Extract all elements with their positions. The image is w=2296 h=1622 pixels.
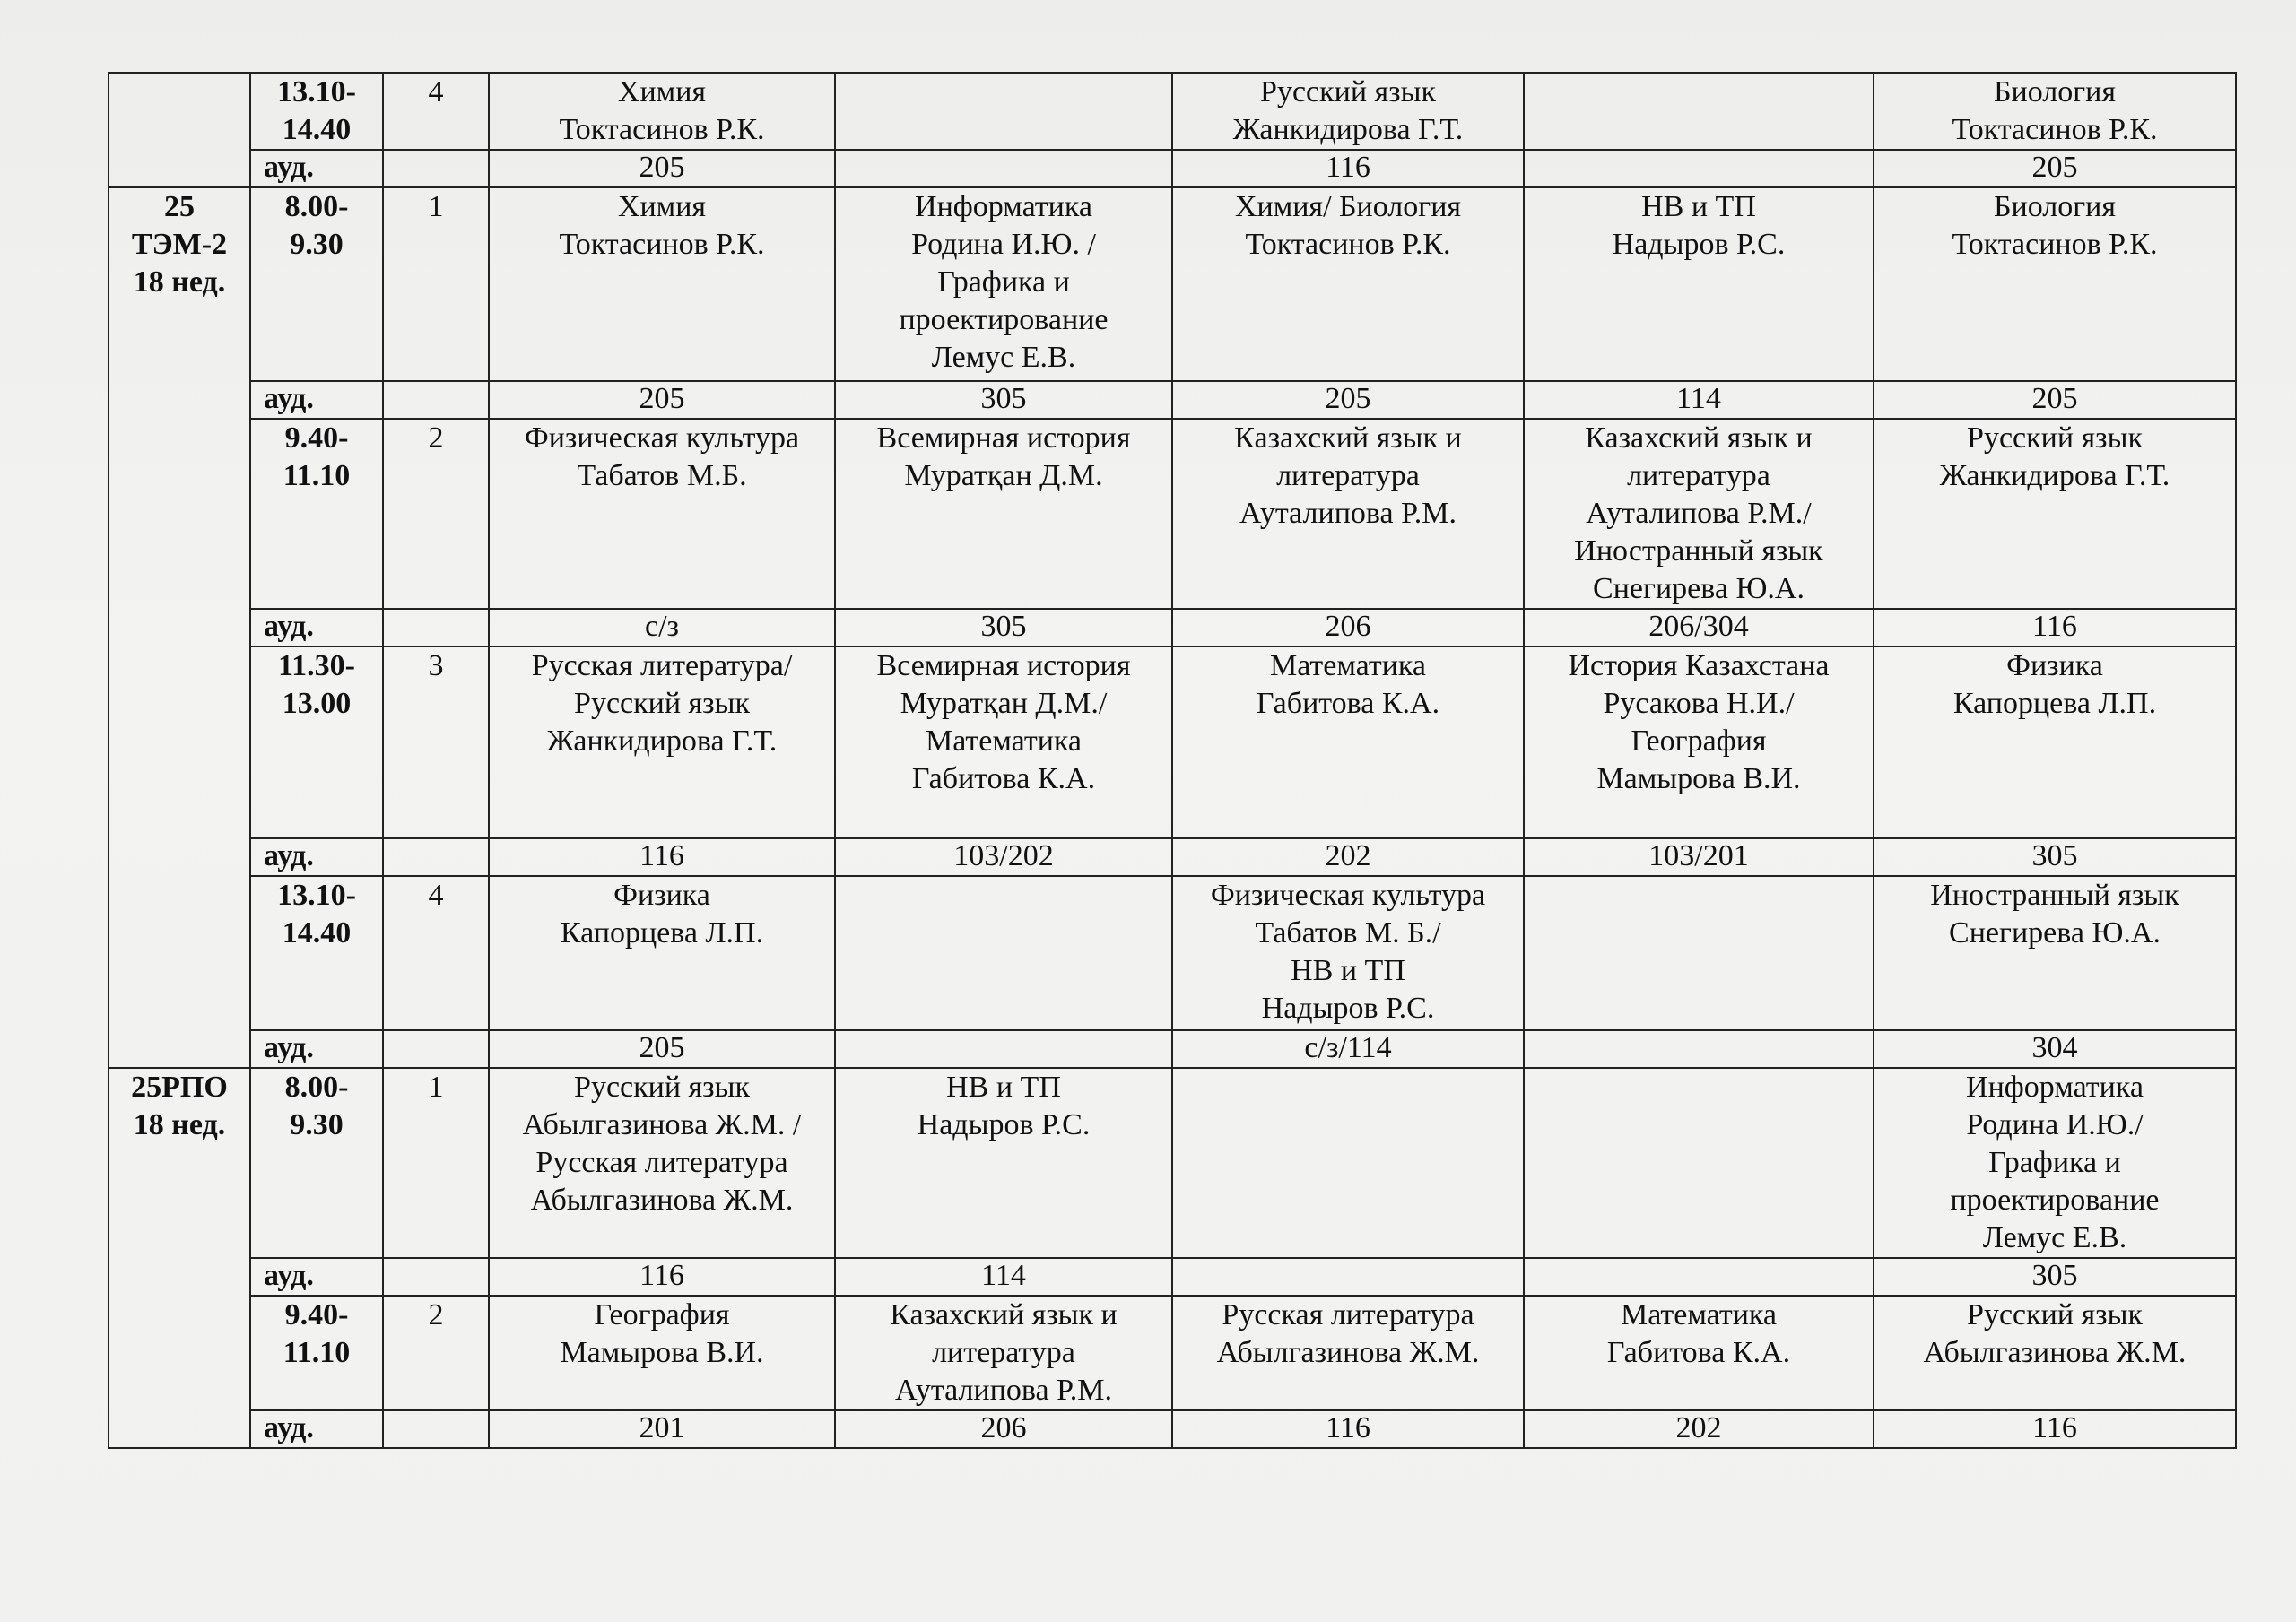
room-number: с/з — [489, 609, 835, 646]
room-label: ауд. — [250, 1258, 383, 1296]
lesson-cell: Русская литература Абылгазинова Ж.М. — [1172, 1296, 1524, 1410]
lesson-cell: Информатика Родина И.Ю. / Графика и проектирование Лемус Е.В. — [835, 187, 1172, 381]
room-row — [109, 381, 2236, 419]
time-cell: 13.10- 14.40 — [250, 876, 383, 1030]
room-label: ауд. — [250, 1030, 383, 1068]
room-row — [109, 609, 2236, 646]
room-number — [835, 1030, 1172, 1068]
lesson-number: 1 — [383, 1068, 489, 1258]
room-number: 103/202 — [835, 838, 1172, 876]
lesson-row — [109, 187, 2236, 381]
lesson-cell: Биология Токтасинов Р.К. — [1874, 187, 2236, 381]
room-number: 116 — [1172, 150, 1524, 187]
lesson-cell: Казахский язык и литература Ауталипова Р.М. — [1172, 419, 1524, 609]
room-number — [1524, 150, 1874, 187]
lesson-cell — [1524, 73, 1874, 150]
lesson-cell: Математика Габитова К.А. — [1172, 646, 1524, 838]
room-number: 116 — [1874, 1410, 2236, 1448]
room-blank — [383, 1030, 489, 1068]
room-number: 205 — [1874, 381, 2236, 419]
room-number: 206/304 — [1524, 609, 1874, 646]
room-number: 202 — [1524, 1410, 1874, 1448]
room-number: 305 — [835, 609, 1172, 646]
time-cell: 8.00- 9.30 — [250, 1068, 383, 1258]
lesson-row — [109, 73, 2236, 150]
room-number: 205 — [489, 150, 835, 187]
room-row — [109, 1030, 2236, 1068]
lesson-cell: Физика Капорцева Л.П. — [489, 876, 835, 1030]
time-cell: 9.40- 11.10 — [250, 419, 383, 609]
lesson-cell: Казахский язык и литература Ауталипова Р.М. — [835, 1296, 1172, 1410]
room-number: 206 — [1172, 609, 1524, 646]
lesson-number: 3 — [383, 646, 489, 838]
room-number: 305 — [1874, 1258, 2236, 1296]
lesson-cell: Физическая культура Табатов М.Б. — [489, 419, 835, 609]
lesson-cell: География Мамырова В.И. — [489, 1296, 835, 1410]
room-label: ауд. — [250, 381, 383, 419]
lesson-number: 4 — [383, 876, 489, 1030]
room-number: 202 — [1172, 838, 1524, 876]
lesson-cell: Русский язык Жанкидирова Г.Т. — [1172, 73, 1524, 150]
room-number — [1524, 1258, 1874, 1296]
lesson-cell: Математика Габитова К.А. — [1524, 1296, 1874, 1410]
lesson-row — [109, 646, 2236, 838]
lesson-cell: Физическая культура Табатов М. Б./ НВ и ТП Надыров Р.С. — [1172, 876, 1524, 1030]
lesson-cell: Русский язык Жанкидирова Г.Т. — [1874, 419, 2236, 609]
room-number: 116 — [1874, 609, 2236, 646]
lesson-number: 2 — [383, 1296, 489, 1410]
lesson-cell: Химия/ Биология Токтасинов Р.К. — [1172, 187, 1524, 381]
room-number: 103/201 — [1524, 838, 1874, 876]
room-number: 205 — [1172, 381, 1524, 419]
lesson-row — [109, 1068, 2236, 1258]
lesson-number: 1 — [383, 187, 489, 381]
room-blank — [383, 1410, 489, 1448]
room-number: с/з/114 — [1172, 1030, 1524, 1068]
room-blank — [383, 1258, 489, 1296]
lesson-cell: История Казахстана Русакова Н.И./ География Мамырова В.И. — [1524, 646, 1874, 838]
lesson-cell — [1524, 876, 1874, 1030]
group-cell — [109, 73, 250, 187]
time-cell: 11.30- 13.00 — [250, 646, 383, 838]
lesson-cell: Русский язык Абылгазинова Ж.М. — [1874, 1296, 2236, 1410]
room-blank — [383, 838, 489, 876]
room-number — [835, 150, 1172, 187]
lesson-cell: НВ и ТП Надыров Р.С. — [1524, 187, 1874, 381]
room-number: 206 — [835, 1410, 1172, 1448]
room-row — [109, 150, 2236, 187]
room-row — [109, 1258, 2236, 1296]
lesson-cell — [1172, 1068, 1524, 1258]
lesson-cell: Информатика Родина И.Ю./ Графика и проектирование Лемус Е.В. — [1874, 1068, 2236, 1258]
lesson-cell: Русский язык Абылгазинова Ж.М. / Русская литература Абылгазинова Ж.М. — [489, 1068, 835, 1258]
room-number: 305 — [1874, 838, 2236, 876]
room-label: ауд. — [250, 1410, 383, 1448]
lesson-row — [109, 876, 2236, 1030]
lesson-cell: Всемирная история Муратқан Д.М. — [835, 419, 1172, 609]
room-number: 116 — [1172, 1410, 1524, 1448]
room-number: 116 — [489, 838, 835, 876]
lesson-cell: Иностранный язык Снегирева Ю.А. — [1874, 876, 2236, 1030]
room-row — [109, 1410, 2236, 1448]
group-cell: 25РПО 18 нед. — [109, 1068, 250, 1448]
lesson-row — [109, 1296, 2236, 1410]
lesson-cell: Казахский язык и литература Ауталипова Р.М./ Иностранный язык Снегирева Ю.А. — [1524, 419, 1874, 609]
room-number: 205 — [1874, 150, 2236, 187]
room-label: ауд. — [250, 150, 383, 187]
lesson-cell: Физика Капорцева Л.П. — [1874, 646, 2236, 838]
lesson-cell: Биология Токтасинов Р.К. — [1874, 73, 2236, 150]
lesson-cell: Химия Токтасинов Р.К. — [489, 187, 835, 381]
lesson-cell: Русская литература/ Русский язык Жанкидирова Г.Т. — [489, 646, 835, 838]
room-row — [109, 838, 2236, 876]
lesson-cell — [835, 876, 1172, 1030]
room-number: 305 — [835, 381, 1172, 419]
lesson-cell — [1524, 1068, 1874, 1258]
room-number: 205 — [489, 1030, 835, 1068]
room-label: ауд. — [250, 838, 383, 876]
room-number — [1172, 1258, 1524, 1296]
room-number: 304 — [1874, 1030, 2236, 1068]
time-cell: 8.00- 9.30 — [250, 187, 383, 381]
room-blank — [383, 150, 489, 187]
time-cell: 13.10- 14.40 — [250, 73, 383, 150]
room-number: 205 — [489, 381, 835, 419]
room-number: 116 — [489, 1258, 835, 1296]
room-number: 114 — [835, 1258, 1172, 1296]
schedule-table — [108, 72, 2237, 1449]
room-blank — [383, 381, 489, 419]
room-number — [1524, 1030, 1874, 1068]
room-number: 201 — [489, 1410, 835, 1448]
time-cell: 9.40- 11.10 — [250, 1296, 383, 1410]
room-blank — [383, 609, 489, 646]
lesson-cell: Всемирная история Муратқан Д.М./ Математика Габитова К.А. — [835, 646, 1172, 838]
lesson-row — [109, 419, 2236, 609]
lesson-cell: НВ и ТП Надыров Р.С. — [835, 1068, 1172, 1258]
room-number: 114 — [1524, 381, 1874, 419]
room-label: ауд. — [250, 609, 383, 646]
group-cell: 25 ТЭМ-2 18 нед. — [109, 187, 250, 1068]
lesson-cell: Химия Токтасинов Р.К. — [489, 73, 835, 150]
schedule-body — [109, 73, 2236, 1448]
lesson-number: 4 — [383, 73, 489, 150]
lesson-number: 2 — [383, 419, 489, 609]
lesson-cell — [835, 73, 1172, 150]
